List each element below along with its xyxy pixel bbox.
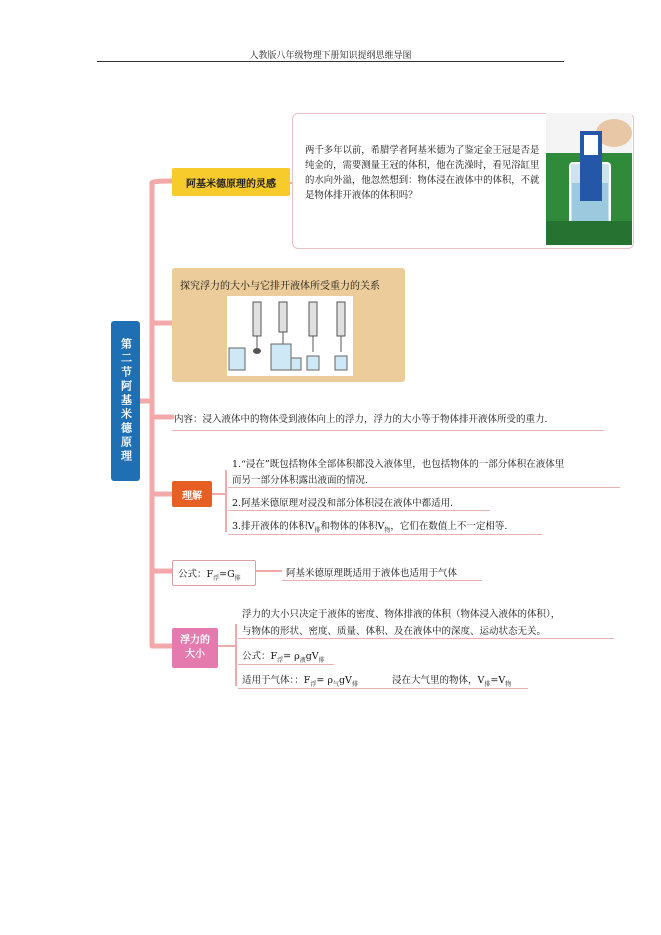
beaker-illustration bbox=[546, 113, 632, 245]
formula-sub2: 排 bbox=[234, 574, 241, 582]
formula-note-underline bbox=[282, 580, 482, 581]
understanding-label: 理解 bbox=[182, 490, 202, 502]
understanding-tag bbox=[172, 481, 212, 507]
gas-sub1: 浮 bbox=[310, 680, 317, 688]
mag-formula-mid2: gV bbox=[305, 651, 319, 662]
crown-beaker-photo bbox=[546, 113, 632, 245]
mag-formula-mid: = ρ bbox=[283, 651, 300, 662]
magnitude-label: 浮力的大小 bbox=[180, 635, 210, 660]
explore-title: 探究浮力的大小与它排开液体所受重力的关系 bbox=[180, 281, 380, 292]
item3-underline bbox=[228, 534, 542, 535]
item3-suffix: ，它们在数值上不一定相等. bbox=[390, 521, 508, 532]
mag-formula-sub1: 浮 bbox=[277, 656, 284, 664]
gas-sub2: 气 bbox=[332, 680, 339, 688]
inspiration-label: 阿基米德原理的灵感 bbox=[186, 178, 276, 190]
mag-formula-sub2: 液 bbox=[299, 656, 306, 664]
mag-formula-prefix: 公式：F bbox=[242, 651, 278, 662]
magnitude-line-1: 浮力的大小只决定于液体的密度、物体排液的体积（物体浸入液体的体积）， bbox=[242, 609, 561, 620]
magnitude-tag bbox=[172, 628, 218, 668]
magnitude-formula-underline bbox=[238, 664, 334, 665]
item2-underline bbox=[228, 510, 490, 511]
inspiration-text: 两千多年以前，希腊学者阿基米德为了鉴定金王冠是否是纯金的，需要测量王冠的体积，他在洗澡时，看见浴缸里的水向外溢，他忽然想到：物体浸在液体中的体积，不就是物体排开液体的体积吗？ bbox=[305, 145, 540, 201]
inspiration-tag bbox=[172, 168, 290, 196]
magnitude-formula bbox=[242, 648, 325, 664]
content-underline bbox=[172, 430, 604, 431]
spring-scale-experiment bbox=[227, 296, 353, 376]
mag-formula-sub3: 排 bbox=[318, 656, 325, 664]
gas-note-sub2: 物 bbox=[505, 680, 512, 688]
understanding-item-1-line-1: 1.“浸在”既包括物体全部体积都没入液体里，也包括物体的一部分体积在液体里 bbox=[232, 459, 565, 470]
magnitude-gas bbox=[242, 672, 358, 688]
formula-prefix: 公式：F bbox=[178, 569, 214, 580]
formula-note: 阿基米德原理既适用于液体也适用于气体 bbox=[286, 568, 458, 579]
gas-note-mid: =V bbox=[490, 675, 506, 686]
item3-mid: 和物体的体积V bbox=[320, 521, 385, 532]
page-header: 人教版八年级物理下册知识提纲思维导图 bbox=[249, 51, 412, 61]
gas-mid: = ρ bbox=[316, 675, 333, 686]
gas-mid2: gV bbox=[338, 675, 352, 686]
section-title-text: 第二节阿基米德原理 bbox=[119, 338, 133, 464]
section-title bbox=[111, 321, 140, 481]
item1-underline bbox=[228, 487, 620, 488]
gas-note-prefix: 浸在大气里的物体，V bbox=[392, 675, 485, 686]
gas-prefix: 适用于气体：：F bbox=[242, 675, 311, 686]
gas-sub3: 排 bbox=[351, 680, 358, 688]
understanding-item-3 bbox=[232, 518, 507, 534]
formula-text bbox=[178, 566, 241, 582]
experiment-illustration bbox=[227, 296, 353, 376]
understanding-item-2: 2.阿基米德原理对浸没和部分体积浸在液体中都适用. bbox=[232, 498, 454, 509]
magnitude-line-2: 与物体的形状、密度、质量、体积、及在液体中的深度、运动状态无关。 bbox=[242, 626, 547, 637]
item3-sub1: 排 bbox=[314, 526, 321, 534]
gas-note-sub1: 排 bbox=[484, 680, 491, 688]
branch-inspiration bbox=[152, 181, 172, 183]
formula-mid: =G bbox=[219, 569, 235, 580]
understanding-item-1-line-2: 而另一部分体积露出液面的情况. bbox=[232, 475, 369, 486]
item3-sub2: 物 bbox=[384, 526, 391, 534]
magnitude-gas-underline bbox=[238, 688, 528, 689]
magnitude-underline bbox=[238, 638, 614, 639]
formula-sub1: 浮 bbox=[213, 574, 220, 582]
item3-prefix: 3.排开液体的体积V bbox=[232, 521, 315, 532]
magnitude-gas-note bbox=[392, 672, 511, 688]
content-text: 内容：浸入液体中的物体受到液体向上的浮力，浮力的大小等于物体排开液体所受的重力. bbox=[174, 414, 548, 425]
